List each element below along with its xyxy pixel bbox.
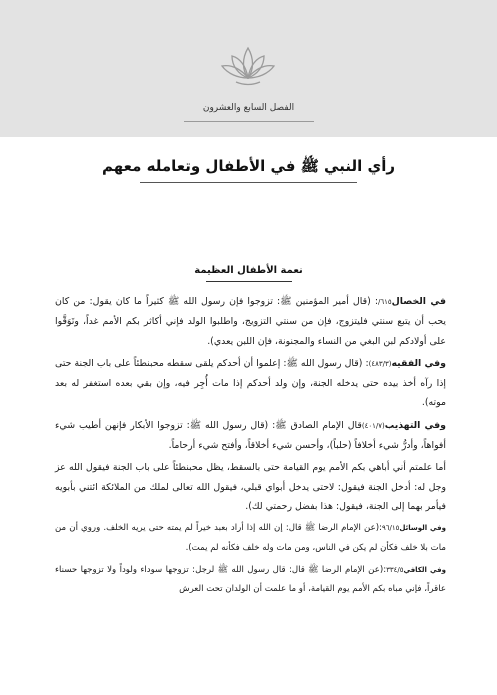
title-underline [140, 182, 357, 183]
paragraph-wasail [55, 519, 446, 558]
paragraph-kafi [55, 561, 446, 600]
book-name: وفي الفقيه [391, 357, 446, 369]
body-text [55, 292, 446, 602]
paragraph-continuation [55, 458, 446, 516]
section-heading-underline [206, 281, 292, 282]
paragraph-text: قال الإمام الصادق ﷺ: (قال رسول الله ﷺ: تزوجوا الأبكار فإنهن أطيب شيء أفواهاً، وأدرُّ شيء أخلافاً (حلباً)، وأحسن شيء أخلاقاً، وأفتح شيء أرحاماً. [55, 419, 446, 452]
chapter-label: الفصل السابع والعشرون [202, 103, 295, 113]
reference: (٤٨٣/٣) [368, 359, 392, 368]
book-name: وفي الكافي [403, 565, 446, 574]
book-name: في الخصال [391, 296, 446, 307]
reference: ٣٣٤/٥ [386, 565, 404, 574]
section-heading: نعمة الأطفال العظيمة [194, 265, 303, 276]
paragraph-text: :(عن الإمام الرضا ﷺ قال: إن الله إذا أراد بعبد خيراً لم يمته حتى يريه الخلف. وروي أن من مات بلا خلف فكأن لم يكن في الناس، ومن مات وله خلف فكأنه لم يمت). [55, 523, 446, 553]
paragraph-text: :(عن الإمام الرضا ﷺ قال: قال رسول الله ﷺ لرجل: تزوجها سوداء ولوداً ولا تزوجها حسناء عاقراً، فإني مباه بكم الأمم يوم القيامة، أو ما علمت أن الولدان تحت العرش [55, 564, 446, 595]
paragraph-khisal [55, 292, 446, 351]
paragraph-text: : (قال رسول الله ﷺ: إعلموا أن أحدكم يلقى سقطه محبنطئاً على باب الجنة حتى إذا رآه أخذ بيده حتى يدخله الجنة، وإن ولد أحدكم إذا مات أُجِر فيه، وإن بقي بعده استغفر له بعد موته). [55, 357, 446, 409]
lotus-ornament-icon [220, 44, 276, 88]
paragraph-text: : (قال أمير المؤمنين ﷺ: تزوجوا فإن رسول الله ﷺ كثيراً ما كان يقول: من كان يحب أن يتبع سنتي فليتزوج، فإن من سنتي التزويج، واطلبوا الولد فإني أكاثر بكم الأمم غداً، وتَوَقَّوا على أولادكم لبن البغي من النساء والمجنونة، فإن اللبن يعدي). [55, 296, 446, 347]
chapter-divider [184, 121, 314, 122]
book-name: وفي الوسائل [399, 524, 446, 533]
book-name: وفي التهذيب [384, 419, 446, 431]
reference: ٩٦/١٥ [381, 524, 400, 533]
paragraph-tahdhib [55, 416, 446, 456]
reference: ٦١٥/ [377, 298, 392, 306]
page-title: رأي النبي ﷺ في الأطفال وتعامله معهم [101, 157, 396, 175]
paragraph-text: أما علمتم أني أباهي بكم الأمم يوم القيامة حتى بالسقط، يظل محبنطئاً على باب الجنة فيقول الله عز وجل له: أدخل الجنة فيقول: لاحتى يدخل أبواي قبلي، فيقول الله تعالى لملك من الملائكة ائتني بأبويه فيأمر بهما إلى الجنة، فيقول: هذا بفضل رحمتي لك). [55, 462, 446, 512]
paragraph-faqih [55, 354, 446, 413]
reference: (٤٠١/٧) [361, 421, 385, 430]
